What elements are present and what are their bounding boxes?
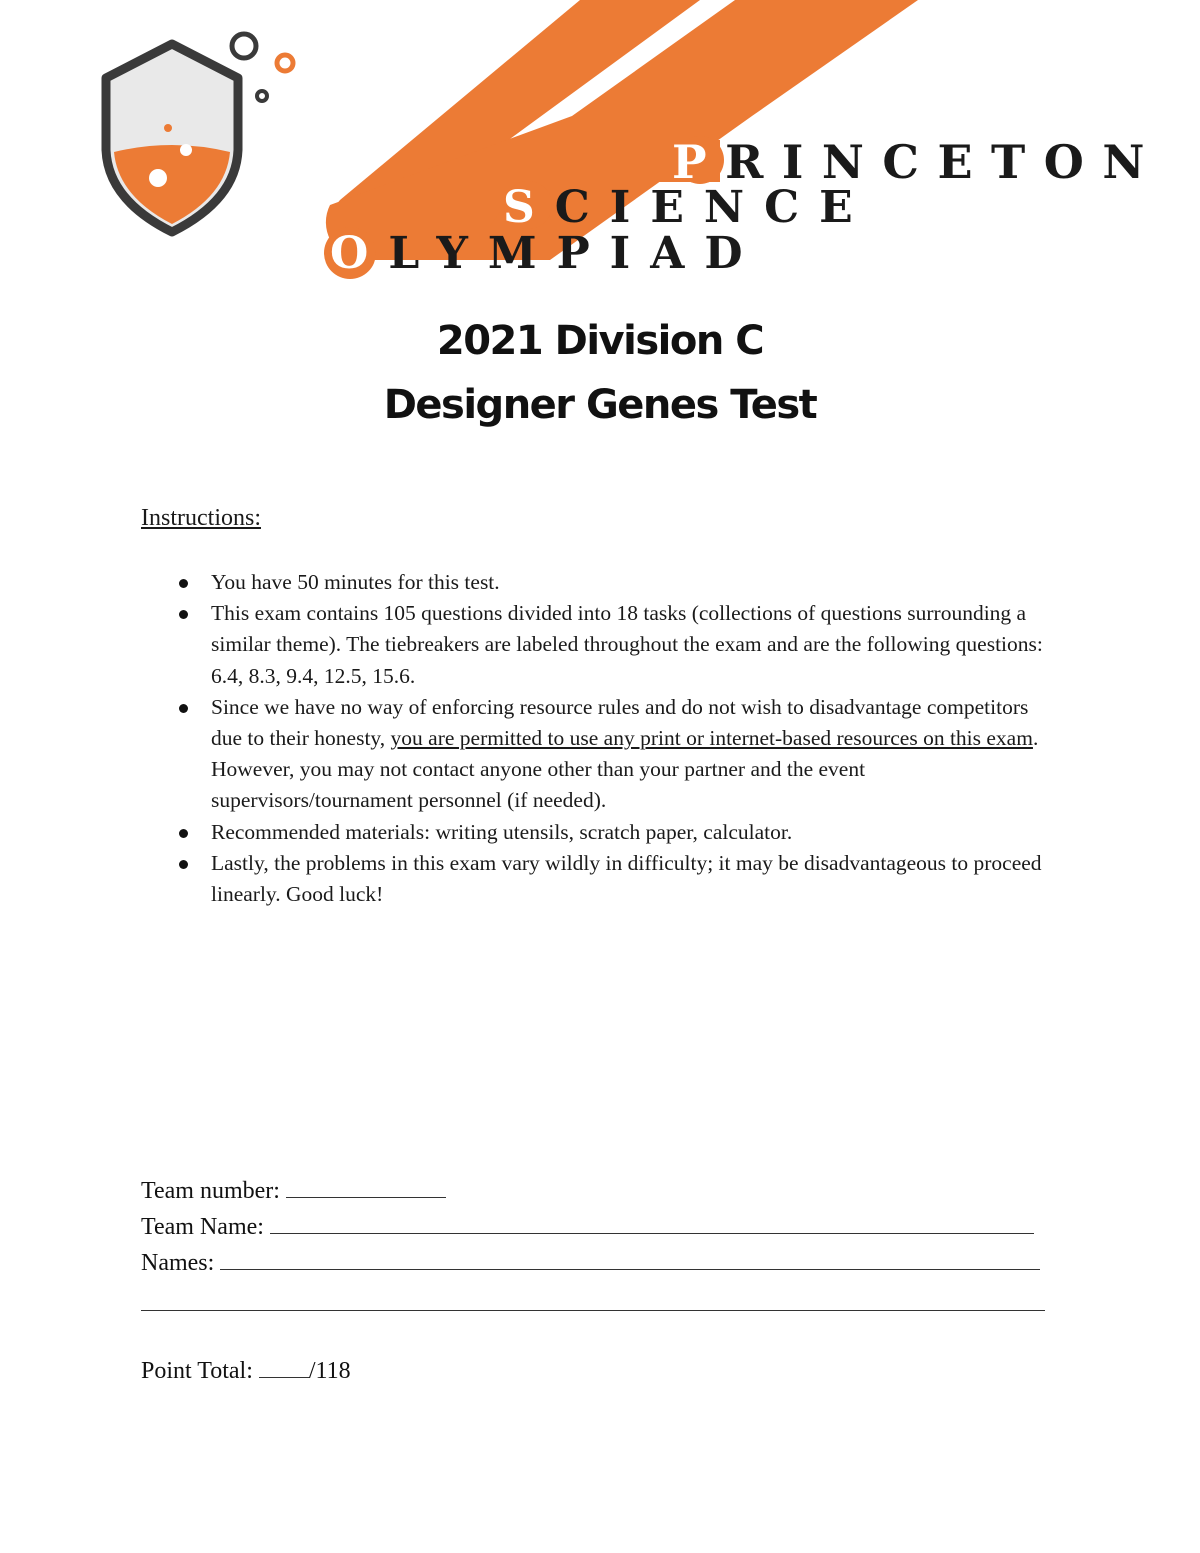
instruction-item: You have 50 minutes for this test. <box>141 567 1061 598</box>
shield-flask-icon <box>106 34 293 232</box>
instruction-item: Lastly, the problems in this exam vary wildly in difficulty; it may be disadvantageous to proceed linearly. Good luck! <box>141 848 1061 910</box>
team-number-field[interactable] <box>141 1177 446 1205</box>
team-name-blank[interactable] <box>270 1213 1034 1234</box>
team-name-label: Team Name: <box>141 1214 264 1240</box>
names-blank[interactable] <box>220 1249 1040 1270</box>
point-total-max: /118 <box>308 1358 351 1384</box>
instruction-item: Since we have no way of enforcing resource rules and do not wish to disadvantage competitors due to their honesty, you are permitted to use any print or internet-based resources on this exam. However, you may not contact anyone other than your partner and the event supervisors/tournament personnel (if needed). <box>141 692 1061 817</box>
team-number-label: Team number: <box>141 1178 280 1204</box>
names-label: Names: <box>141 1250 215 1276</box>
point-total-label: Point Total: <box>141 1358 253 1384</box>
names-field[interactable] <box>141 1249 1040 1277</box>
instruction-item: Recommended materials: writing utensils, scratch paper, calculator. <box>141 817 1061 848</box>
test-title-event: Designer Genes Test <box>383 382 817 428</box>
point-total-blank[interactable] <box>259 1357 309 1378</box>
logo-word-princeton: PRINCETON <box>672 135 1163 189</box>
instruction-item: This exam contains 105 questions divided into 18 tasks (collections of questions surrounding a similar theme). The tiebreakers are labeled throughout the exam and are the following questions: 6.4, 8.3, 9.4, 12.5, 15.6. <box>141 598 1061 692</box>
instructions-heading: Instructions: <box>141 505 261 531</box>
team-name-field[interactable] <box>141 1213 1034 1241</box>
resource-permission-text: you are permitted to use any print or internet-based resources on this exam <box>390 726 1033 751</box>
team-number-blank[interactable] <box>286 1177 446 1198</box>
names-blank-second-line[interactable] <box>141 1310 1045 1311</box>
logo-word-olympiad: OLYMPIAD <box>330 228 763 279</box>
point-total-field[interactable] <box>141 1357 351 1385</box>
test-title-division: 2021 Division C <box>436 318 764 364</box>
instruction-list <box>141 567 1061 910</box>
logo-word-science: SCIENCE <box>503 182 873 233</box>
